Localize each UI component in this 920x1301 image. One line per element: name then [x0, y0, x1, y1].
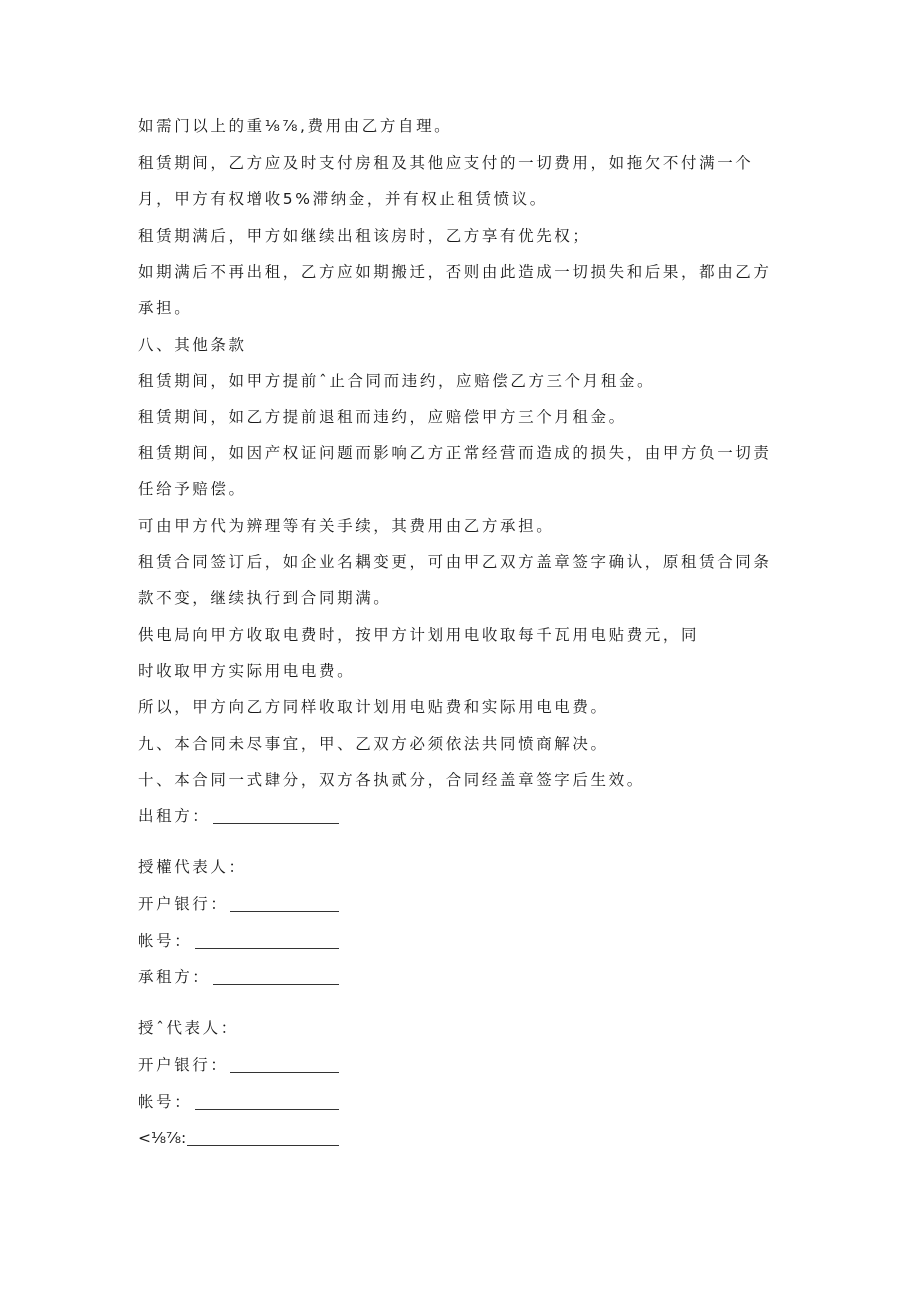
- account-signature-line: [195, 948, 339, 949]
- paragraph: 如需门以上的重⅛⅞,费用由乙方自理。: [138, 117, 453, 135]
- lessee-signature-line: [213, 984, 339, 985]
- paragraph: 所以，甲方向乙方同样收取计划用电贴费和实际用电电费。: [138, 698, 609, 716]
- clause-9: 九、本合同未尽事宜，甲、乙双方必须依法共同愤商解决。: [138, 735, 609, 753]
- lessee-label: 承租方：: [138, 968, 211, 986]
- paragraph: 租赁期间，如甲方提前ˆ止合同而违约，应赔偿乙方三个月租金。: [138, 372, 656, 390]
- paragraph: 租赁期间，如因产权证问题而影响乙方正常经营而造成的损失，由甲方负一切责任给予赔偿。: [138, 444, 772, 498]
- lessor-signature-line: [213, 823, 339, 824]
- bank-label: 开户银行：: [138, 895, 229, 913]
- paragraph: 租赁合同签订后，如企业名耦变更，可由甲乙双方盖章签字确认，原租赁合同条款不变，继续执行到合同期满。: [138, 553, 772, 607]
- paragraph: 租赁期间，如乙方提前退租而违约，应赔偿甲方三个月租金。: [138, 408, 627, 426]
- bank-signature-line: [230, 911, 339, 912]
- final-signature-line: [187, 1145, 339, 1146]
- garbled-label: <⅛⅞:: [138, 1129, 187, 1147]
- paragraph: 租赁期间，乙方应及时支付房租及其他应支付的一切费用，如拖欠不付满一个月，甲方有权增收5%滞纳金，并有权止租赁愤议。: [138, 154, 754, 208]
- account-label: 帐号：: [138, 932, 193, 950]
- bank-label-2: 开户银行：: [138, 1056, 229, 1074]
- paragraph: 可由甲方代为辨理等有关手续，其费用由乙方承担。: [138, 517, 555, 535]
- clause-10: 十、本合同一式肆分，双方各执贰分，合同经盖章签字后生效。: [138, 771, 645, 789]
- section-heading: 八、其他条款: [138, 336, 247, 354]
- account-label-2: 帐号：: [138, 1093, 193, 1111]
- paragraph: 时收取甲方实际用电电费。: [138, 662, 356, 680]
- lessor-label: 出租方：: [138, 807, 211, 825]
- paragraph: 如期满后不再出租，乙方应如期搬迁，否则由此造成一切损失和后果，都由乙方承担。: [138, 263, 772, 317]
- bank-signature-line-2: [230, 1072, 339, 1073]
- paragraph: 供电局向甲方收取电费时，按甲方计划用电收取每千瓦用电贴费元，同: [138, 626, 700, 644]
- representative-label: 授權代表人：: [138, 858, 247, 876]
- paragraph: 租赁期满后，甲方如继续出租该房时，乙方享有优先权；: [138, 227, 591, 245]
- account-signature-line-2: [195, 1109, 339, 1110]
- representative-label-2: 授ˆ代表人：: [138, 1019, 239, 1037]
